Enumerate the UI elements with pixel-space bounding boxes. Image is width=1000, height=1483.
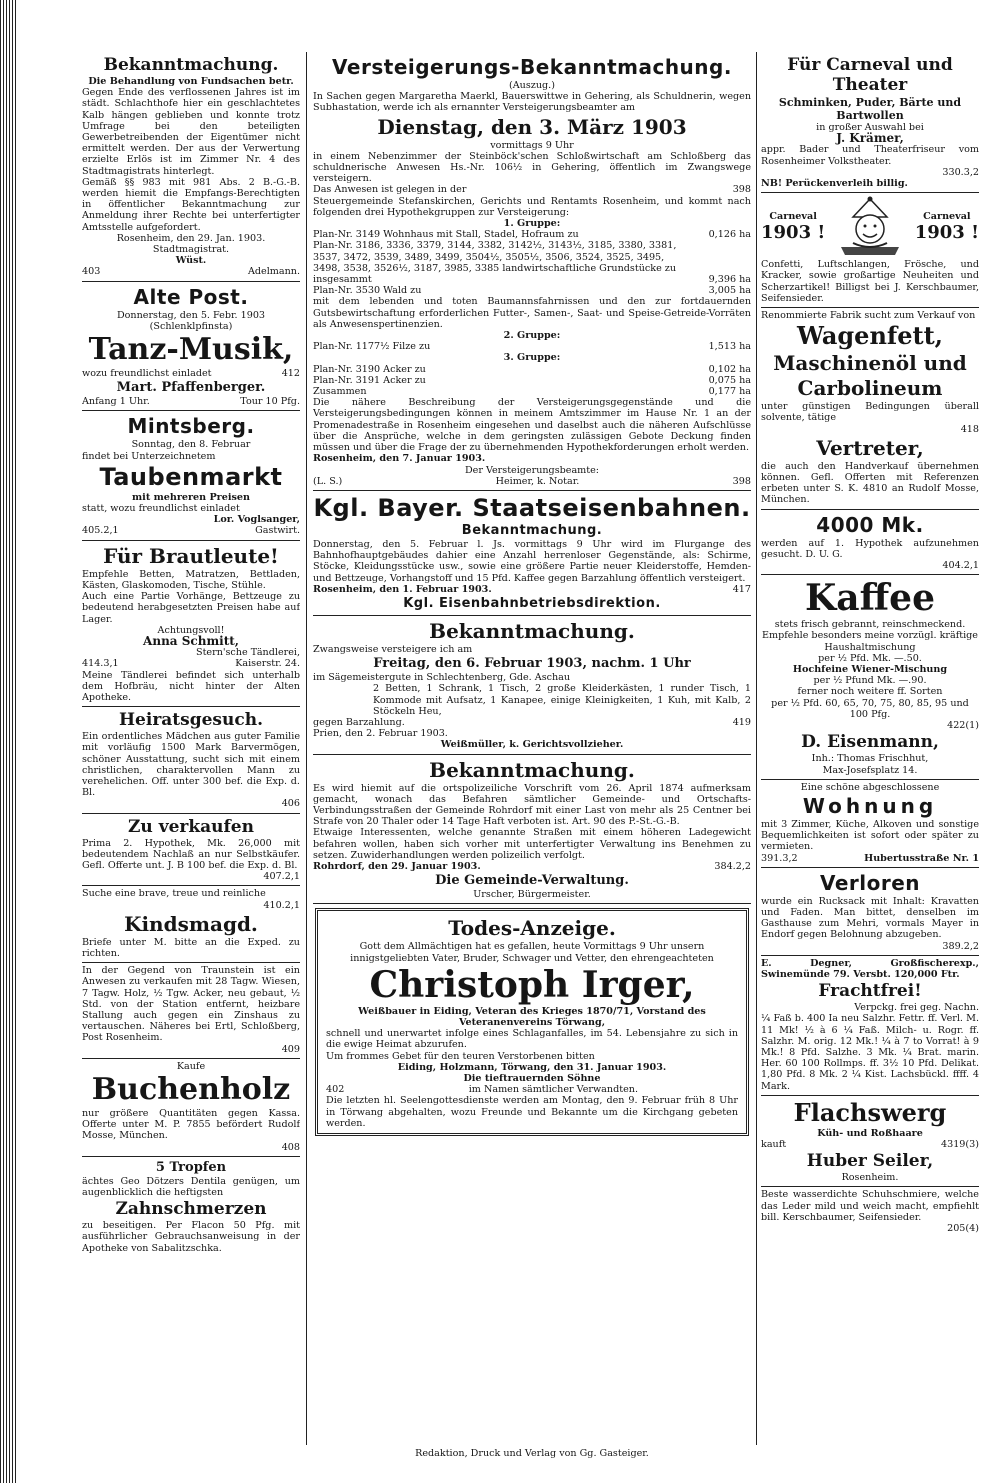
parcel-area: 0,102 ha xyxy=(708,363,751,375)
ad-text: Zwangsweise versteigere ich am xyxy=(313,643,473,655)
ad-text: mit 3 Zimmer, Küche, Alkoven und sonstige Bequemlichkeiten ist sofort oder später zu vermieten. xyxy=(761,818,979,853)
ad-address: Max-Josefsplatz 14. xyxy=(822,764,918,776)
ad-text: Confetti, Luftschlangen, Frösche, und Kracker, sowie großartige Neuheiten und Scherzartikel! Billigst bei J. Kerschbaumer, Seifensieder. xyxy=(761,259,979,304)
ad-name: J. Krämer, xyxy=(836,131,904,146)
parcel-label: Plan-Nr. 3191 Acker zu xyxy=(313,374,426,386)
ad-date: Rohrdorf, den 29. Januar 1903. xyxy=(313,860,481,872)
death-notice-title: Todes-Anzeige. xyxy=(448,916,616,941)
ad-number: 409 xyxy=(281,1043,300,1055)
ad-text: findet bei Unterzeichnetem xyxy=(82,450,216,462)
parcel-label: Plan-Nr. 3530 Wald zu xyxy=(313,285,422,297)
jester-illustration xyxy=(833,195,907,259)
ad-note: Meine Tändlerei befindet sich unterhalb dem Hofbräu, nicht hinter der Alten Apotheke. xyxy=(82,669,300,703)
ad-text: Das Anwesen ist gelegen in der xyxy=(313,184,467,196)
ad-title: Bekanntmachung. xyxy=(103,55,279,75)
ad-text: unter günstigen Bedingungen überall solvente, tätige xyxy=(761,401,979,424)
ad-text: in einem Nebenzimmer der Steinböck'schen Schloßwirtschaft am Schloßberg das schuldnerische Anwesen Hs.-Nr. 106½ in Gehering, öffentlich im Zwangswege versteigern. xyxy=(313,150,751,185)
ad-title: Versteigerungs-Bekanntmachung. xyxy=(332,55,732,79)
ad-text: statt, wozu freundlichst einladet xyxy=(82,503,240,515)
ad-title: Für Brautleute! xyxy=(103,543,279,568)
ad-text: wurde ein Rucksack mit Inhalt: Kravatten und Faden. Man bittet, denselben im Gasthause zum Mehri, vormals Mayer in Endorf gegen Belohnung abzugeben. xyxy=(761,895,979,941)
column-middle xyxy=(313,52,751,1445)
ad-number: 414.3,1 xyxy=(82,658,119,670)
ad-text: Briefe unter M. bitte an die Exped. zu richten. xyxy=(82,936,300,959)
page-edge xyxy=(0,0,18,1483)
ad-text: Gegen Ende des verflossenen Jahres ist im städt. Schlachthofe hier ein geschlachtetes Kalb hängen geblieben und konnte trotz Umfrage bei den beteiligten Gewerbetreibenden der Eigentümer nicht ermittelt werden. Der aus der Verwertung erzielte Erlös ist im Zimmer Nr. 4 des Stadtmagistrats hinterlegt. xyxy=(82,87,300,177)
column-left xyxy=(82,52,300,1445)
ad-number: 412 xyxy=(281,368,300,380)
parcel-area: 9,396 ha xyxy=(708,274,751,286)
ad-price: per ½ Pfund Mk. —.90. xyxy=(813,675,927,687)
ad-buchenholz xyxy=(82,1059,300,1157)
ad-headline: 4000 Mk. xyxy=(816,512,924,537)
ad-address: Kaiserstr. 24. xyxy=(235,658,300,670)
ad-items: 2 Betten, 1 Schrank, 1 Tisch, 2 große Kleiderkästen, 1 runder Tisch, 1 Kommode mit Aufsatz, 1 Kanapee, einige Kleinigkeiten, 1 Kuh, mit Kalb, 2 Stöckeln Heu, xyxy=(373,683,751,717)
ad-headline: Vertreter, xyxy=(816,435,924,460)
ad-host: Lor. Voglsanger, xyxy=(213,514,300,526)
death-notice-frame xyxy=(315,908,749,1136)
ad-number: 404.2,1 xyxy=(942,560,979,572)
death-notice-text: Gott dem Allmächtigen hat es gefallen, heute Vormittags 9 Uhr unsern innigstgeliebten Vater, Bruder, Schwager und Vetter, den ehrengeachteten xyxy=(350,941,714,964)
ad-org: Kgl. Eisenbahnbetriebsdirektion. xyxy=(403,595,661,611)
ad-org: Die Gemeinde-Verwaltung. xyxy=(435,873,629,889)
ad-headline: Tanz-Musik, xyxy=(88,332,294,368)
ad-text: ferner noch weitere ff. Sorten xyxy=(797,686,943,698)
ad-name: Anna Schmitt, xyxy=(143,633,239,648)
ad-title: Für Carneval und Theater xyxy=(787,55,953,95)
ad-verloren xyxy=(761,868,979,956)
ad-text: nur größere Quantitäten gegen Kassa. Offerte unter M. P. 7855 befördert Rudolf Mosse, München. xyxy=(82,1108,300,1142)
ad-number: 419 xyxy=(732,716,751,728)
ad-subtitle: (Auszug.) xyxy=(509,80,555,91)
death-notice-text: Um frommes Gebet für den teuren Verstorbenen bitten xyxy=(326,1050,595,1062)
ad-text: Beste wasserdichte Schuhschmiere, welche das Leder mild und weich macht, empfiehlt bill. Kerschbaumer, Seifensieder. xyxy=(761,1189,979,1223)
ad-headline: Buchenholz xyxy=(91,1072,291,1107)
death-notice-relatives: im Namen sämtlicher Verwandten. xyxy=(468,1084,638,1096)
column-right xyxy=(761,52,979,1445)
death-notice-bold: Weißbauer in Eiding, Veteran des Krieges 1870/71, Vorstand des Veteranenvereins Törwang, xyxy=(358,1005,706,1028)
death-notice-place: Eiding, Holzmann, Törwang, den 31. Januar 1903. xyxy=(397,1061,667,1073)
ad-text: Donnerstag, den 5. Februar l. Js. vormittags 9 Uhr wird im Flurgange des Bahnhofhauptgebäudes dahier eine Anzahl herrenloser Gegenstände, als: Schirme, Stöcke, Kleidungsstücke usw., sowie eine größere Partie neuer Kleiderstoffe, Hemden- und Bettzeuge, Vorhangstoff und 15 Pfd. Kaffee gegen Barzahlung öffentlich versteigert. xyxy=(313,538,751,584)
death-notice-sons: Die tieftrauernden Söhne xyxy=(463,1073,601,1084)
carneval-word-left: Carneval xyxy=(769,210,817,222)
ad-brautleute xyxy=(82,541,300,707)
ad-text: im Sägemeistergute in Schlechtenberg, Gde. Aschau xyxy=(313,672,571,684)
ad-place: Rosenheim. xyxy=(841,1172,899,1184)
ad-number: 405.2,1 xyxy=(82,525,119,537)
ad-text: Eine schöne abgeschlossene xyxy=(800,781,940,793)
death-notice-text: schnell und unerwartet infolge eines Schlaganfalles, im 54. Lebensjahre zu sich in die ewige Heimat abzurufen. xyxy=(326,1028,738,1051)
ad-text: Prima 2. Hypothek, Mk. 26,000 mit bedeutendem Nachlaß an nur Selbstkäufer. Gefl. Offerte unt. J. B 100 bef. die Exp. d. Bl. xyxy=(82,837,300,871)
ad-number: 391.3,2 xyxy=(761,852,798,864)
ad-text: Suche eine brave, treue und reinliche xyxy=(82,888,266,900)
ad-headline: Wohnung xyxy=(802,793,938,818)
ad-group-heading: 1. Gruppe: xyxy=(503,218,561,230)
ad-subtitle: Die Behandlung von Fundsachen betr. xyxy=(88,76,294,87)
ad-role: Der Versteigerungsbeamte: xyxy=(464,464,600,476)
ad-price: per ½ Pfd. 60, 65, 70, 75, 80, 85, 95 und 100 Pfg. xyxy=(771,697,969,720)
ad-items: Schminken, Puder, Bärte und Bartwollen xyxy=(778,96,962,122)
ad-text: In der Gegend von Traunstein ist ein Anwesen zu verkaufen mit 28 Tagw. Wiesen, 7 Tagw. Holz, ½ Tgw. Acker, neu gebaut, ½ Std. von der Station entfernt, heizbare Stallung auch gegen ein Zinshaus zu vertauschen. Näheres bei Ertl, Schloßberg, Post Rosenheim. xyxy=(82,965,300,1044)
ad-text: ¼ Faß b. 400 Ia neu Salzhr. Fettr. ff. Verl. M. 11 Mk! ½ à 6 ¼ Faß. Milch- u. Rogr. ff. Salzhr. M. orig. 12 Mk.! ¼ à 7 to Vorrat! à 9 Mk.! 8 Pfd. Salzhe. 3 Mk. ¼ Brat. marin. Her. 60 100 Rollmps. ff. 3½ 10 Pfd. Delikat. 1,80 Pfd. 8 Mk. 2 ¼ Kist. Lachsbückl. ffff. 4 Mark. xyxy=(761,1013,979,1092)
ad-rohrdorf xyxy=(313,755,751,905)
ad-text: ächtes Geo Dötzers Dentila genügen, um augenblicklich die heftigsten xyxy=(82,1175,300,1199)
ad-headline: Flachswerg xyxy=(793,1097,947,1127)
ad-fundsachen xyxy=(82,52,300,282)
ad-headline-date: Dienstag, den 3. März 1903 xyxy=(377,114,687,139)
death-notice-text: Die letzten hl. Seelengottesdienste werden am Montag, den 9. Februar früh 8 Uhr in Törwang abgehalten, wozu Freunde und Bekannte um die Kirchgang gebeten werden. xyxy=(326,1095,738,1129)
ad-time: vormittags 9 Uhr xyxy=(490,139,574,151)
ad-sign: Achtungsvoll! xyxy=(157,624,225,636)
ad-start-time: Anfang 1 Uhr. xyxy=(82,396,150,408)
ad-text: appr. Bader und Theaterfriseur vom Rosenheimer Volkstheater. xyxy=(761,144,979,167)
ad-text: gegen Barzahlung. xyxy=(313,716,405,728)
ad-headline-date: Freitag, den 6. Februar 1903, nachm. 1 Uhr xyxy=(373,656,691,672)
ad-subline: mit mehreren Preisen xyxy=(132,491,250,503)
ad-subtitle: Bekanntmachung. xyxy=(461,522,603,538)
ad-text: werden auf 1. Hypothek aufzunehmen gesucht. D. U. G. xyxy=(761,537,979,560)
ad-text: Es wird hiemit auf die ortspolizeiliche Vorschrift vom 26. April 1874 aufmerksam gemacht, wonach das Befahren sämtlicher Gemeinde- und Ortschafts-Verbindungsstraßen der Gemeinde Rohrdorf mit einer Last von mehr als 25 Centner bei Strafe von 20 Thaler oder 14 Tage Haft verboten ist. Art. 90 des P.-St.-G.-B. xyxy=(313,782,751,828)
ad-dentila xyxy=(82,1157,300,1257)
ad-zwangsversteigerung xyxy=(313,616,751,755)
parcel-label: Zusammen xyxy=(313,386,367,398)
ad-number: 418 xyxy=(960,423,979,435)
ad-signature: Weißmüller, k. Gerichtsvollzieher. xyxy=(440,739,624,751)
ad-staatseisenbahnen xyxy=(313,491,751,616)
ad-degner xyxy=(761,956,979,1096)
ad-number: 330.3,2 xyxy=(942,166,979,178)
ad-shop: Stern'sche Tändlerei, xyxy=(196,647,300,659)
ad-text: in großer Auswahl bei xyxy=(816,122,924,133)
ad-title: Bekanntmachung. xyxy=(429,618,635,643)
ad-date: Rosenheim, den 1. Februar 1903. xyxy=(313,583,492,595)
ad-date: Rosenheim, den 7. Januar 1903. xyxy=(313,453,486,465)
ad-text: Gemäß §§ 983 mit 981 Abs. 2 B.-G.-B. werden hiemit die Empfangs-Berechtigten in öffentlicher Bekanntmachung zur Anmeldung ihrer Rechte bei unterfertigter Amtsstelle aufgefordert. xyxy=(82,176,300,233)
ad-title: 5 Tropfen xyxy=(155,1159,227,1175)
ad-text: Etwaige Interessenten, welche genannte Straßen mit einem höheren Ladegewicht befahren wollen, haben sich vorher mit unterfertigter Verwaltung ins Benehmen zu setzen. Zuwiderhandlungen werden polizeilich verfolgt. xyxy=(313,827,751,861)
death-notice-name: Christoph Irger, xyxy=(369,963,695,1006)
ad-price: Tour 10 Pfg. xyxy=(240,396,300,408)
ad-address: Hubertusstraße Nr. 1 xyxy=(864,852,979,864)
ad-text: Renommierte Fabrik sucht zum Verkauf von xyxy=(761,310,976,322)
carneval-word-right: Carneval xyxy=(923,210,971,222)
parcel-label: Plan-Nr. 3190 Acker zu xyxy=(313,363,426,375)
ad-number: 4319(3) xyxy=(940,1138,979,1150)
parcel-label: Plan-Nr. 3149 Wohnhaus mit Stall, Stadel, Hofraum zu xyxy=(313,229,579,241)
ad-text: Die nähere Beschreibung der Versteigerungsgegenstände und die Versteigerungsbedingungen können in meinem Amtszimmer im Hause Nr. 1 an der Promenadestraße in Rosenheim eingesehen und daselbst auch die näheren Aufschlüsse über die Ansprüche, welche in dem geringsten zulässigen Gebote Deckung finden müssen und über die Frage der zu übernehmenden Hypothekforderungen erholt werden. xyxy=(313,397,751,454)
ad-kaffee xyxy=(761,575,979,779)
ad-number: 406 xyxy=(281,798,300,810)
ad-text: stets frisch gebrannt, reinschmeckend. xyxy=(774,619,966,631)
ad-number: 407.2,1 xyxy=(263,871,300,883)
ad-signature: Wüst. xyxy=(175,255,207,267)
ad-headline: Zahnschmerzen xyxy=(115,1199,267,1220)
ad-number: 402 xyxy=(326,1084,345,1096)
ad-text: die auch den Handverkauf übernehmen können. Gefl. Offerten mit Referenzen erbeten unter S. K. 4810 an Rudolf Mosse, München. xyxy=(761,460,979,506)
ad-mintsberg xyxy=(82,411,300,540)
ad-number: 398 xyxy=(732,184,751,196)
ad-number: 422(1) xyxy=(947,720,979,732)
ad-number: 205(4) xyxy=(947,1222,979,1234)
parcel-area: 0,177 ha xyxy=(708,386,751,398)
ad-date: Sonntag, den 8. Februar xyxy=(131,439,251,451)
parcel-area: 3,005 ha xyxy=(708,285,751,297)
ad-title: Alte Post. xyxy=(133,284,249,309)
ad-date: Donnerstag, den 5. Febr. 1903 xyxy=(116,309,266,321)
ad-zu-verkaufen xyxy=(82,814,300,887)
page-footer: Redaktion, Druck und Verlag von Gg. Gasteiger. xyxy=(415,1448,649,1459)
column-rule-1 xyxy=(306,52,307,1445)
ad-headline: Taubenmarkt xyxy=(99,462,283,491)
ad-org: Stadtmagistrat. xyxy=(152,244,230,256)
carneval-year-left: 1903 ! xyxy=(761,221,826,243)
ad-title: Bekanntmachung. xyxy=(429,757,635,782)
ad-number: 403 xyxy=(82,266,101,278)
ad-note: NB! Perückenverleih billig. xyxy=(761,178,908,190)
ad-name: D. Eisenmann, xyxy=(801,732,939,753)
ad-schuhschmiere xyxy=(761,1187,979,1237)
ad-number: 410.2,1 xyxy=(263,899,300,911)
ad-title: Kgl. Bayer. Staatseisenbahnen. xyxy=(313,493,751,522)
ad-date: Rosenheim, den 29. Jan. 1903. xyxy=(116,232,266,244)
ad-kindsmagd xyxy=(82,886,300,963)
ad-group-heading: 3. Gruppe: xyxy=(503,352,561,364)
ad-title: Zu verkaufen xyxy=(128,816,254,837)
carneval-year-right: 1903 ! xyxy=(914,221,979,243)
ad-headline: Carbolineum xyxy=(797,376,943,401)
ad-signature: Urscher, Bürgermeister. xyxy=(473,889,591,901)
ad-text: E. Degner, Großfischerexp., Swinemünde 79. Versbt. 120,000 Ftr. xyxy=(761,957,979,980)
parcel-area: 0,126 ha xyxy=(708,229,751,241)
ad-title: Mintsberg. xyxy=(127,414,255,439)
ad-alte-post xyxy=(82,282,300,412)
ad-name: Huber Seiler, xyxy=(806,1151,934,1172)
ad-number: 408 xyxy=(281,1141,300,1153)
ad-items: Küh- und Roßhaare xyxy=(817,1127,923,1139)
ad-anwesen xyxy=(82,963,300,1059)
ad-signature: Adelmann. xyxy=(247,266,300,278)
ad-price: per ½ Pfd. Mk. —.50. xyxy=(818,652,922,664)
ad-owner: Inh.: Thomas Frischhut, xyxy=(811,753,929,765)
ad-text: kauft xyxy=(761,1138,787,1150)
ad-headline: Kaffee xyxy=(805,577,935,620)
ad-headline: Maschinenöl und xyxy=(773,351,967,376)
ad-text: mit dem lebenden und toten Baumannsfahrnissen und den zur fortdauernden Gutsbewirtschaftung erforderlichen Futter-, Samen-, Saat- und Speise-Getreide-Vorräten als Anwesenspertinenzien. xyxy=(313,296,751,330)
ad-flachswerg xyxy=(761,1096,979,1188)
ad-title: Heiratsgesuch. xyxy=(119,710,263,731)
column-rule-2 xyxy=(756,52,757,1445)
ad-text: Empfehle besonders meine vorzügl. kräftige Haushaltmischung xyxy=(761,630,978,653)
ad-seal: (L. S.) xyxy=(313,475,343,487)
ad-host: Mart. Pfaffenberger. xyxy=(116,380,266,396)
ad-headline: Frachtfrei! xyxy=(818,981,922,1002)
ad-text: Steuergemeinde Stefanskirchen, Gerichts und Rentamts Rosenheim, und kommt nach folgenden drei Hypothekgruppen zur Versteigerung: xyxy=(313,195,751,218)
parcel-label: Plan-Nr. 1177½ Filze zu xyxy=(313,341,431,353)
ad-text: Verpckg. frei geg. Nachn. xyxy=(854,1002,979,1014)
ad-text: Empfehle Betten, Matratzen, Bettladen, Kästen, Glaskomoden, Tische, Stühle. xyxy=(82,568,300,591)
ad-group-heading: 2. Gruppe: xyxy=(503,330,561,342)
ad-heiratsgesuch xyxy=(82,707,300,813)
parcel-area: 1,513 ha xyxy=(708,341,751,353)
ad-number: 389.2,2 xyxy=(942,940,979,952)
ad-role: Gastwirt. xyxy=(255,525,300,537)
ad-text: wozu freundlichst einladet xyxy=(82,368,212,380)
parcel-area: 0,075 ha xyxy=(708,374,751,386)
ad-text: Ein ordentliches Mädchen aus guter Familie mit vorläufig 1500 Mark Barvermögen, schöner Ausstattung, sucht sich mit einem christlichen, charaktervollen Mann zu verehelichen. Off. unter 300 bef. die Exp. d. Bl. xyxy=(82,731,300,799)
ad-text: Auch eine Partie Vorhänge, Bettzeuge zu bedeutend herabgesetzten Preisen habe auf Lager. xyxy=(82,591,300,625)
ad-number: 398 xyxy=(732,475,751,487)
ad-wohnung xyxy=(761,780,979,868)
ad-number: 384.2,2 xyxy=(714,860,751,872)
ad-kicker: Kaufe xyxy=(176,1060,206,1072)
ad-date: Prien, den 2. Februar 1903. xyxy=(313,728,448,740)
ad-text: In Sachen gegen Margaretha Maerkl, Bauerswittwe in Gehering, als Schuldnerin, wegen Subhastation, werde ich als ernannter Versteigerungsbeamter am xyxy=(313,91,751,114)
ad-carneval-theater xyxy=(761,52,979,193)
ad-headline: Kindsmagd. xyxy=(124,911,258,936)
ad-headline: Verloren xyxy=(819,870,921,895)
parcel-label: Plan-Nr. 3186, 3336, 3379, 3144, 3382, 3142½, 3143½, 3185, 3380, 3381, 3537, 3472, 3539, 3489, 3499, 3504½, 3505½, 3506, 3524, 3525, 3495, 3498, 3538, 3526½, 3187, 3985, 3385 landwirtschaftliche Grundstücke zu insgesammt xyxy=(313,240,677,286)
ad-4000-mk xyxy=(761,510,979,576)
ad-signature: Heimer, k. Notar. xyxy=(495,475,580,487)
ad-product: Hochfeine Wiener-Mischung xyxy=(792,664,948,676)
ad-versteigerung xyxy=(313,52,751,491)
ad-carneval-1903 xyxy=(761,193,979,308)
ad-number: 417 xyxy=(732,583,751,595)
ad-wagenfett xyxy=(761,308,979,510)
ad-date-note: (Schlenklpfinsta) xyxy=(149,320,233,332)
ad-text: zu beseitigen. Per Flacon 50 Pfg. mit ausführlicher Gebrauchsanweisung in der Apotheke von Sabalitzschka. xyxy=(82,1220,300,1254)
ad-headline: Wagenfett, xyxy=(796,321,944,351)
